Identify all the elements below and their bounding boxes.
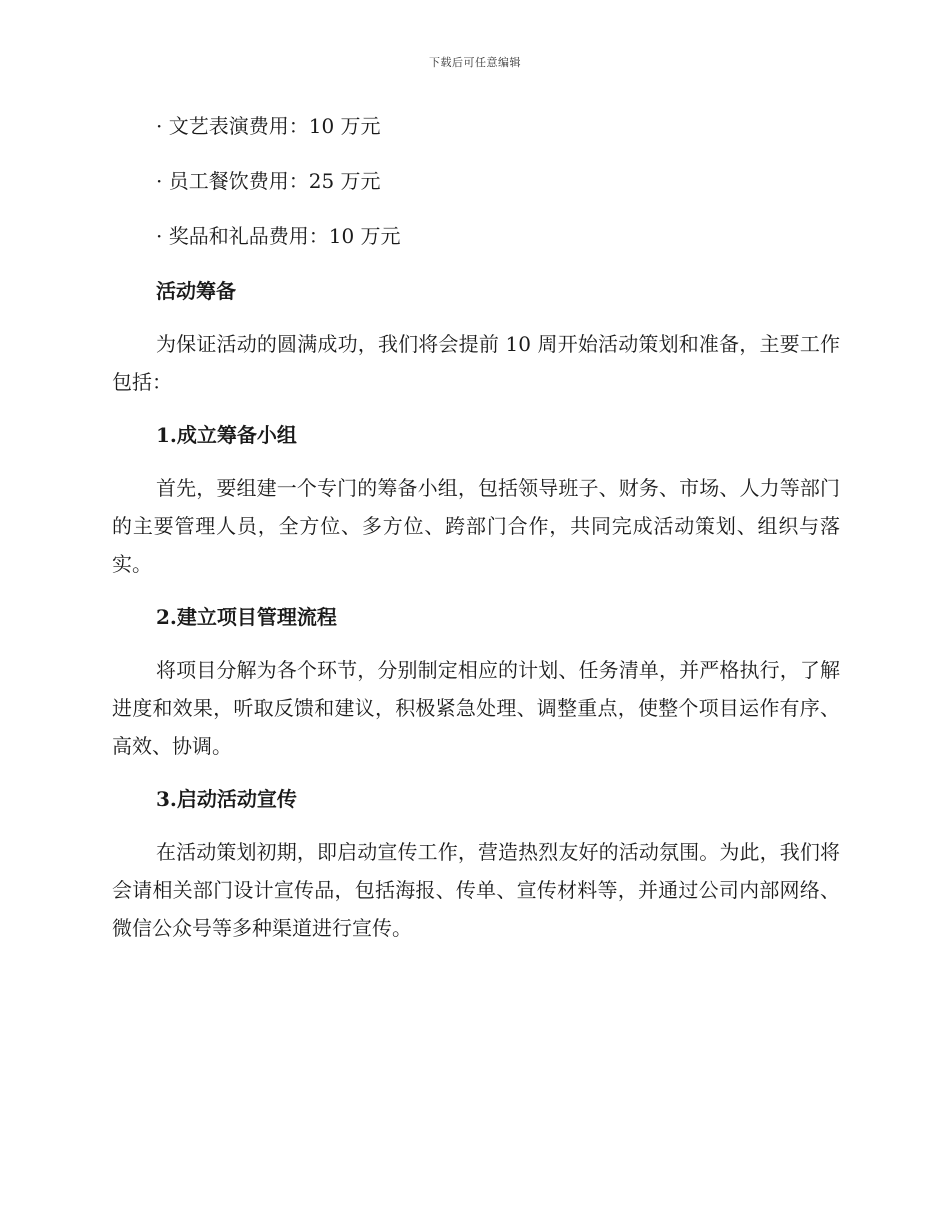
budget-item-performance: · 文艺表演费用：10 万元 <box>156 114 381 138</box>
step-1-title: 1.成立筹备小组 <box>156 423 297 447</box>
document-body <box>112 108 840 963</box>
step-2-body: 将项目分解为各个环节，分别制定相应的计划、任务清单，并严格执行，了解进度和效果，听取反馈和建议，积极紧急处理、调整重点，使整个项目运作有序、高效、协调。 <box>112 658 840 758</box>
step-2-title: 2.建立项目管理流程 <box>156 605 337 629</box>
step-3-body: 在活动策划初期，即启动宣传工作，营造热烈友好的活动氛围。为此，我们将会请相关部门设计宣传品，包括海报、传单、宣传材料等，并通过公司内部网络、微信公众号等多种渠道进行宣传。 <box>112 840 840 940</box>
page-header: 下载后可任意编辑 <box>429 56 521 69</box>
step-3-title: 3.启动活动宣传 <box>156 787 297 811</box>
budget-item-prizes: · 奖品和礼品费用：10 万元 <box>156 224 401 248</box>
section-intro: 为保证活动的圆满成功，我们将会提前 10 周开始活动策划和准备，主要工作包括： <box>112 332 840 394</box>
section-title: 活动筹备 <box>156 279 236 303</box>
budget-item-catering: · 员工餐饮费用：25 万元 <box>156 169 381 193</box>
step-1-body: 首先，要组建一个专门的筹备小组，包括领导班子、财务、市场、人力等部门的主要管理人员，全方位、多方位、跨部门合作，共同完成活动策划、组织与落实。 <box>112 476 840 576</box>
